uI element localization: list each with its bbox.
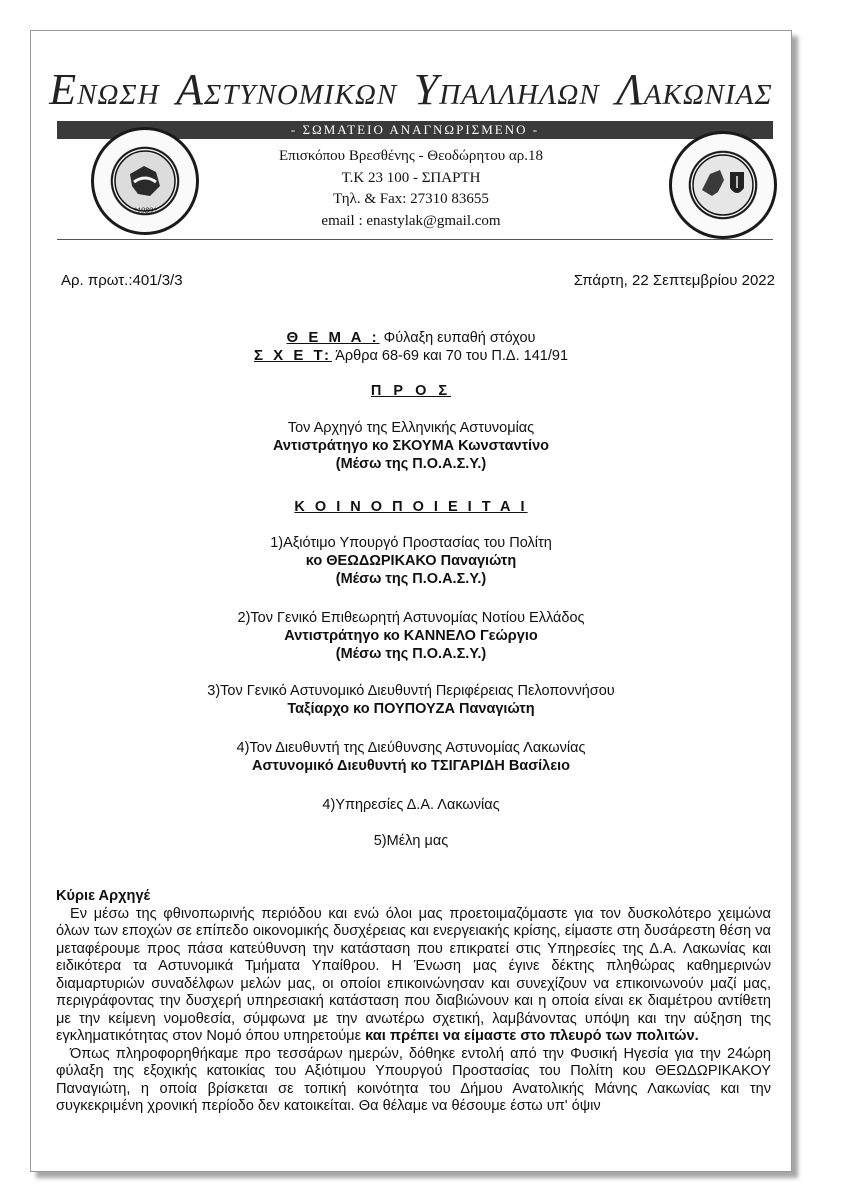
cc-recipient-6 <box>31 832 791 850</box>
subject-block <box>31 329 791 365</box>
cc-via: (Μέσω της Π.Ο.Α.Σ.Υ.) <box>335 571 487 587</box>
recipient-name: Αντιστράτηγο κο ΣΚΟΥΜΑ Κωνσταντίνο <box>272 438 549 454</box>
cc-heading <box>31 498 791 516</box>
reference-text: Άρθρα 68-69 και 70 του Π.Δ. 141/91 <box>332 348 569 364</box>
cc-line: 2)Τον Γενικό Επιθεωρητή Αστυνομίας Νοτίου Ελλάδος <box>237 610 585 626</box>
title-initial: Α <box>176 65 204 114</box>
body-paragraph-1 <box>56 906 771 1046</box>
cc-line: 4)Υπηρεσίες Δ.Α. Λακωνίας <box>322 797 500 813</box>
federation-seal-graphic <box>672 134 774 236</box>
title-word: ΑΚΩΝΙΑΣ <box>643 79 773 111</box>
subject-text: Φύλαξη ευπαθή στόχου <box>379 330 536 346</box>
recipient-line: Τον Αρχηγό της Ελληνικής Αστυνομίας <box>287 420 535 436</box>
address-phone: Τηλ. & Fax: 27310 83655 <box>333 191 489 207</box>
cc-recipient-1 <box>31 534 791 588</box>
title-word: ΝΩΣΗ <box>77 79 160 111</box>
letterhead-subtitle-bar: - ΣΩΜΑΤΕΙΟ ΑΝΑΓΝΩΡΙΣΜΕΝΟ - <box>57 121 773 139</box>
title-initial: Λ <box>616 65 644 114</box>
header-divider <box>57 239 773 240</box>
protocol-number: Αρ. πρωτ.:401/3/3 <box>61 272 183 289</box>
federation-seal-logo <box>669 131 777 239</box>
recipient-heading <box>31 382 791 400</box>
title-word: ΣΤΥΝΟΜΙΚΩΝ <box>204 79 398 111</box>
cc-name: Αστυνομικό Διευθυντή κο ΤΣΙΓΑΡΙΔΗ Βασίλειο <box>251 758 571 774</box>
paragraph-emphasis: και πρέπει να είμαστε στο πλευρό των πολιτών. <box>365 1028 699 1044</box>
union-seal-logo <box>91 127 199 235</box>
cc-name: κο ΘΕΩΔΩΡΙΚΑΚΟ Παναγιώτη <box>305 553 517 569</box>
cc-heading-text: Κ Ο Ι Ν Ο Π Ο Ι Ε Ι Τ Α Ι <box>294 499 528 515</box>
document-page <box>30 30 792 1172</box>
cc-via: (Μέσω της Π.Ο.Α.Σ.Υ.) <box>335 646 487 662</box>
letter-body <box>56 888 771 1116</box>
recipient-heading-text: Π Ρ Ο Σ <box>370 383 452 399</box>
letterhead-title <box>31 64 791 115</box>
subject-line <box>31 329 791 347</box>
title-initial: Ε <box>49 65 78 114</box>
paragraph-text: Εν μέσω της φθινοπωρινής περιόδου και ενώ όλοι μας προετοιμαζόμαστε για τον δυσκολότερο χειμώνα όλων των εποχών σε επίπεδο οικονομικής δυσχέρειας και ενεργειακής κρίσης, είμαστε στη δυσάρεστη θέση να μεταφέρουμε προς πάσα κατεύθυνση την κατάσταση που επικρατεί στις Υπηρεσίες της Δ.Α. Λακωνίας και ειδικότερα τα Αστυνομικά Τμήματα Υπαίθρου. Η Ένωση μας έγινε δέκτης πληθώρας καθημερινών διαμαρτυριών συναδέλφων μελών μας, οι οποίοι επικοινώνησαν και συνεχίζουν να επικοινωνούν μαζί μας, περιγράφοντας την δυσχερή υπηρεσιακή κατάσταση που διαβιώνουν και η οποία είναι εκ διαμέτρου αντίθετη με την κείμενη νομοθεσία, σύμφωνα με την ανωτέρω σχετική, λαμβάνοντας υπόψη και την αύξηση της εγκληματικότητας στον Νομό όπου υπηρετούμε <box>56 905 771 1044</box>
address-street: Επισκόπου Βρεσθένης - Θεοδώρητου αρ.18 <box>279 148 543 164</box>
seal-year: *1989* <box>133 206 157 215</box>
cc-name: Ταξίαρχο κο ΠΟΥΠΟΥΖΑ Παναγιώτη <box>287 701 535 717</box>
cc-recipient-5 <box>31 796 791 814</box>
subject-label: Θ Ε Μ Α : <box>286 329 380 346</box>
cc-line: 4)Τον Διευθυντή της Διεύθυνσης Αστυνομίας Λακωνίας <box>236 740 586 756</box>
letterhead-address <box>231 146 591 232</box>
address-email: email : enastylak@gmail.com <box>321 212 501 229</box>
address-postal: Τ.Κ 23 100 - ΣΠΑΡΤΗ <box>341 169 481 186</box>
cc-line: 5)Μέλη μας <box>373 833 449 849</box>
salutation: Κύριε Αρχηγέ <box>56 888 151 904</box>
title-initial: Υ <box>413 65 440 114</box>
reference-label: Σ Χ Ε Τ: <box>253 347 333 364</box>
reference-line <box>31 347 791 365</box>
cc-name: Αντιστράτηγο κο ΚΑΝΝΕΛΟ Γεώργιο <box>284 628 538 644</box>
recipient-via: (Μέσω της Π.Ο.Α.Σ.Υ.) <box>335 456 487 472</box>
union-seal-graphic <box>94 130 196 232</box>
cc-recipient-3 <box>31 682 791 718</box>
document-date: Σπάρτη, 22 Σεπτεμβρίου 2022 <box>573 272 775 289</box>
cc-line: 1)Αξιότιμο Υπουργό Προστασίας του Πολίτη <box>270 535 552 551</box>
cc-recipient-2 <box>31 609 791 663</box>
title-word: ΠΑΛΛΗΛΩΝ <box>439 79 600 111</box>
recipient-block <box>31 419 791 473</box>
cc-line: 3)Τον Γενικό Αστυνομικό Διευθυντή Περιφέρειας Πελοποννήσου <box>207 683 615 699</box>
cc-recipient-4 <box>31 739 791 775</box>
body-paragraph-2: Όπως πληροφορηθήκαμε προ τεσσάρων ημερών, δόθηκε εντολή από την Φυσική Ηγεσία για την 24ώρη φύλαξη της εξοχικής κατοικίας του Αξιότιμου Υπουργού Προστασίας του Πολίτη κου ΘΕΩΔΩΡΙΚΑΚΟΥ Παναγιώτη, η οποία βρίσκεται σε τοπική κοινότητα του Δήμου Ανατολικής Μάνης Λακωνίας και την συγκεκριμένη χρονική περίοδο δεν κατοικείται. Θα θέλαμε να θέσουμε έστω υπ' όψιν <box>56 1045 771 1114</box>
